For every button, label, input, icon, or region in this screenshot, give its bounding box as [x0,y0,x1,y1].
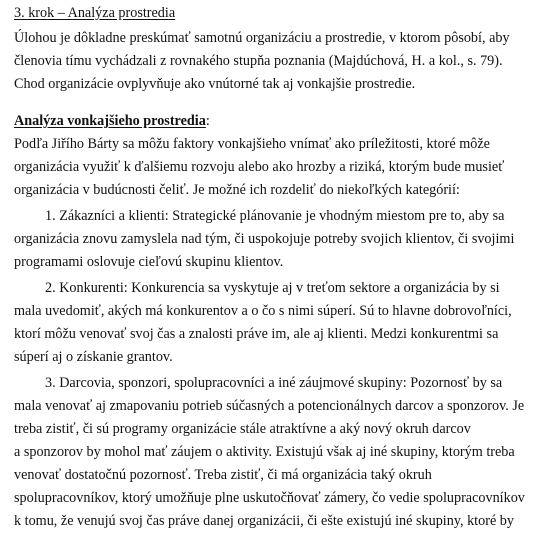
intro-line-1: Úlohou je dôkladne preskúmať samotnú organizáciu a prostredie, v ktorom pôsobí, aby [14,30,510,46]
list-item-3-line-6: spolupracovníkov, ktorý umožňuje plne uskutočňovať zámery, čo vedie spolupracovníkov [14,490,525,506]
list-item-3-line-4: a sponzorov by mohol mať záujem o aktivity. Existujú však aj iné skupiny, ktorým treba [14,444,515,460]
list-item-3-line-2: mala venovať aj zmapovaniu potrieb súčasných a potencionálnych darcov a sponzorov. Je [14,398,525,414]
list-item-2-line-3: ktorí môžu venovať svoj čas a znalosti práve im, ale aj klienti. Medzi konkurentmi sa [14,326,499,342]
intro-line-3: Chod organizácie ovplyvňuje ako vnútorné tak aj vonkajšie prostredie. [14,76,416,92]
analysis-heading: Analýza vonkajšieho prostredia [14,113,206,129]
section-heading: 3. krok – Analýza prostredia [14,5,176,21]
list-item-2-line-4: súperí aj o získanie grantov. [14,349,173,365]
list-item-2-line-2: mala uvedomiť, akých má konkurentov a o čo s nimi súperí. Sú to hlavne dobrovoľníci, [14,303,512,319]
list-item-1-line-1: 1. Zákazníci a klienti: Strategické plánovanie je vhodným miestom pre to, aby sa [45,208,505,224]
list-item-1-line-2: organizácia znovu zamyslela nad tým, či uspokojuje potreby svojich klientov, či svojimi [14,231,515,247]
list-item-2-line-1: 2. Konkurenti: Konkurencia sa vyskytuje aj v treťom sektore a organizácia by si [45,280,500,296]
list-item-3-line-7: k tomu, že venujú svoj čas práve danej organizácii, či ešte existujú iné skupiny, ktoré by [14,513,514,529]
analysis-line-1: Podľa Jiřího Bárty sa môžu faktory vonkajšieho vnímať ako príležitosti, ktoré môže [14,136,490,152]
list-item-3-line-5: venovať dostatočnú pozornosť. Treba zistiť, či má organizácia taký okruh [14,467,432,483]
analysis-line-2: organizácia využiť k ďalšiemu rozvoju alebo ako hrozby a riziká, ktorým bude musieť [14,159,505,175]
intro-line-2: členovia tímu vychádzali z rovnakého stupňa poznania (Majdúchová, H. a kol., s. 79). [14,53,503,69]
analysis-heading-row [14,112,210,130]
analysis-heading-colon: : [205,113,210,129]
analysis-line-3: organizácia v budúcnosti čeliť. Je možné ich rozdeliť do niekoľkých kategórií: [14,182,460,198]
list-item-1-line-3: programami oslovuje cieľovú skupinu klientov. [14,254,284,270]
list-item-3-line-1: 3. Darcovia, sponzori, spolupracovníci a iné záujmové skupiny: Pozornosť by sa [45,375,503,391]
list-item-3-line-3: treba zistiť, či sú programy organizácie stále atraktívne a aký nový okruh darcov [14,421,471,437]
